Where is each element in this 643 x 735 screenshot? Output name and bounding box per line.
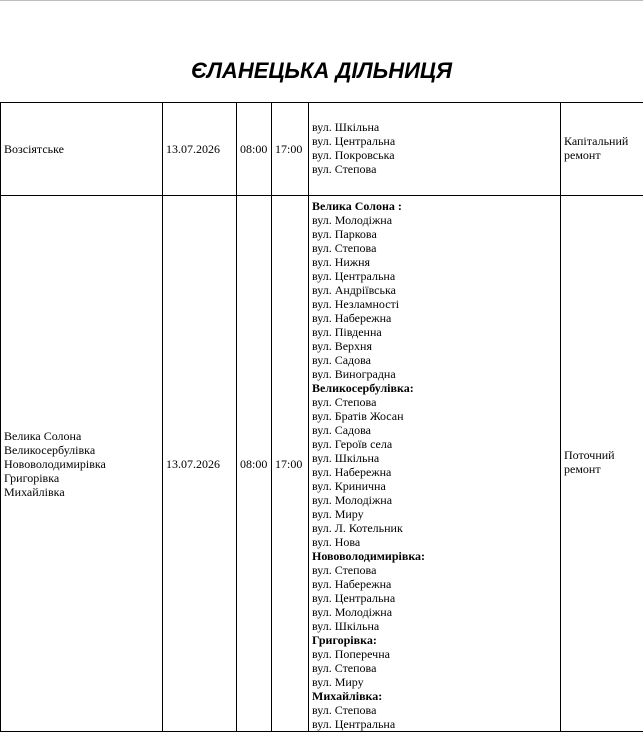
table-row [1, 103, 643, 196]
street-name: вул. Степова [312, 241, 377, 255]
end-time-cell: 17:00 [272, 196, 309, 732]
street-name: вул. Центральна [312, 269, 396, 283]
street-name: вул. Нижня [312, 255, 371, 269]
streets-cell [309, 196, 561, 732]
top-rule [0, 0, 643, 1]
start-time-cell: 08:00 [237, 103, 272, 196]
settlement-name: Велика Солона [4, 428, 82, 443]
work-type-label: Капітальний [564, 134, 629, 148]
street-name: вул. Шкільна [312, 451, 380, 465]
street-name: вул. Виноградна [312, 367, 396, 381]
date-cell: 13.07.2026 [163, 196, 237, 732]
settlement-street-header: Велика Солона : [312, 199, 402, 213]
street-name: вул. Набережна [312, 311, 392, 325]
settlements-cell [1, 103, 163, 196]
street-name: вул. Степова [312, 703, 377, 717]
outage-table [0, 102, 643, 732]
end-time-cell: 17:00 [272, 103, 309, 196]
street-name: вул. Л. Котельник [312, 521, 403, 535]
street-name: вул. Молодіжна [312, 605, 393, 619]
page-title: ЄЛАНЕЦЬКА ДІЛЬНИЦЯ [191, 58, 452, 83]
settlement-name: Великосербулівка [4, 442, 96, 457]
settlement-name: Нововолодимирівка [4, 456, 106, 471]
street-name: вул. Братів Жосан [312, 409, 404, 423]
table-row [1, 196, 643, 732]
street-name: вул. Степова [312, 162, 377, 176]
street-name: вул. Кринична [312, 479, 386, 493]
street-name: вул. Незламності [312, 297, 400, 311]
street-name: вул. Миру [312, 675, 364, 689]
street-name: вул. Поперечна [312, 647, 390, 661]
street-name: вул. Нова [312, 535, 361, 549]
settlement-street-header: Григорівка: [312, 633, 377, 647]
street-name: вул. Шкільна [312, 619, 380, 633]
date-cell: 13.07.2026 [163, 103, 237, 196]
settlements-cell [1, 196, 163, 732]
settlement-street-header: Великосербулівка: [312, 381, 414, 395]
street-name: вул. Героїв села [312, 437, 393, 451]
streets-cell [309, 103, 561, 196]
street-name: вул. Верхня [312, 339, 372, 353]
street-name: вул. Садова [312, 423, 371, 437]
street-name: вул. Степова [312, 563, 377, 577]
work-type-cell [561, 103, 643, 196]
settlement-street-header: Нововолодимирівка: [312, 549, 426, 563]
street-name: вул. Центральна [312, 717, 396, 731]
street-name: вул. Набережна [312, 465, 392, 479]
street-name: вул. Набережна [312, 577, 392, 591]
street-name: вул. Центральна [312, 591, 396, 605]
settlement-name: Григорівка [4, 470, 60, 485]
work-type-label: ремонт [564, 148, 601, 162]
settlement-street-header: Михайлівка: [312, 689, 383, 703]
street-name: вул. Андріївська [312, 283, 396, 297]
street-name: вул. Степова [312, 661, 377, 675]
work-type-cell [561, 196, 643, 732]
street-name: вул. Миру [312, 507, 364, 521]
street-name: вул. Шкільна [312, 120, 380, 134]
work-type-label: ремонт [564, 462, 601, 476]
street-name: вул. Степова [312, 395, 377, 409]
street-name: вул. Молодіжна [312, 493, 393, 507]
settlement-name: Возсіятське [4, 142, 64, 156]
street-name: вул. Паркова [312, 227, 377, 241]
street-name: вул. Покровська [312, 148, 395, 162]
settlement-name: Михайлівка [4, 484, 65, 499]
street-name: вул. Садова [312, 353, 371, 367]
street-name: вул. Центральна [312, 134, 396, 148]
street-name: вул. Південна [312, 325, 382, 339]
start-time-cell: 08:00 [237, 196, 272, 732]
street-name: вул. Молодіжна [312, 213, 393, 227]
work-type-label: Поточний [564, 448, 615, 462]
